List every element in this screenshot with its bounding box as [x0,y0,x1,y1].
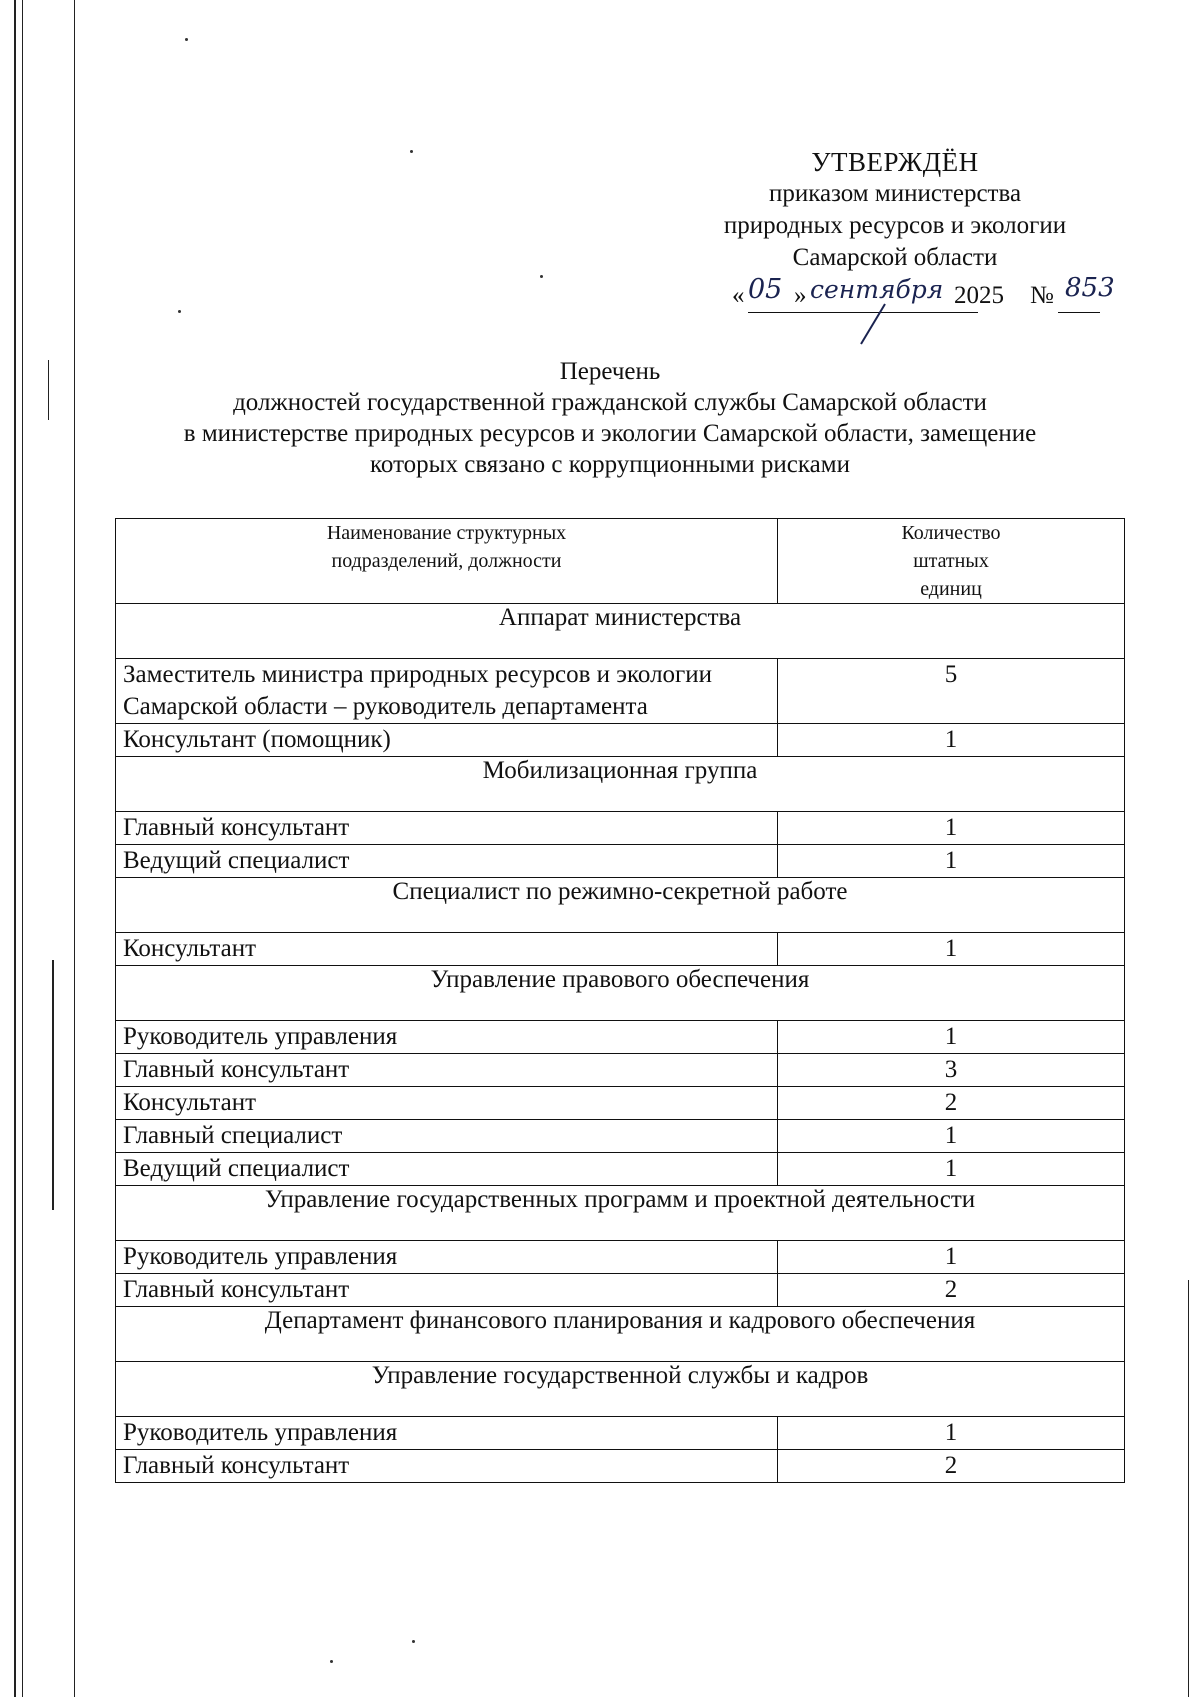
position-name: Главный консультант [116,1274,778,1307]
position-name: Консультант [116,1087,778,1120]
header-text: Наименование структурных [326,522,567,544]
position-count: 1 [778,1417,1125,1450]
position-count: 2 [778,1274,1125,1307]
scan-speck [540,275,543,278]
position-count: 1 [778,1153,1125,1186]
section-row [116,878,1125,933]
approval-stamp-block [690,146,1115,316]
header-count-cell [778,519,1125,604]
table-row [116,933,1125,966]
table-row [116,1450,1125,1483]
scan-speck [330,1660,333,1663]
scan-edge-mark [52,960,54,1210]
section-title: Управление правового обеспечения [116,966,1125,1021]
section-row [116,1307,1125,1362]
title-line: в министерстве природных ресурсов и экологии Самарской области, замещение [183,420,1037,447]
table-row [116,1054,1125,1087]
section-title: Аппарат министерства [116,604,1125,659]
scan-edge-line [1188,1280,1189,1697]
header-text: штатных [913,550,989,572]
section-row [116,604,1125,659]
position-name: Консультант (помощник) [116,724,778,757]
table-row [116,812,1125,845]
approval-line: приказом министерства [768,180,1022,207]
position-count: 1 [778,845,1125,878]
section-row [116,966,1125,1021]
title-line: Перечень [559,358,661,385]
positions-table [115,518,1125,1483]
section-row [116,1186,1125,1241]
number-sign: № [1030,282,1054,309]
section-row [116,1362,1125,1417]
title-line: которых связано с коррупционными рисками [370,451,850,478]
position-count: 1 [778,1241,1125,1274]
header-name-cell [116,519,778,604]
section-title: Управление государственных программ и проектной деятельности [116,1186,1125,1241]
position-name: Главный специалист [116,1120,778,1153]
scan-edge-line [74,0,75,1697]
section-title: Мобилизационная группа [116,757,1125,812]
header-text: единиц [920,578,982,600]
approval-heading: УТВЕРЖДЁН [811,147,979,177]
position-count: 3 [778,1054,1125,1087]
position-name: Руководитель управления [116,1021,778,1054]
table-row [116,1021,1125,1054]
position-count: 2 [778,1087,1125,1120]
scan-edge-mark [48,360,49,420]
scan-edge-line [22,0,23,1697]
pen-stroke-mark [855,300,895,350]
section-title: Департамент финансового планирования и кадрового обеспечения [116,1307,1125,1362]
position-name: Главный консультант [116,1054,778,1087]
table-header-row [116,519,1125,604]
header-text: подразделений, должности [331,550,562,572]
position-count: 5 [778,659,1125,724]
position-name: Руководитель управления [116,1241,778,1274]
table-row [116,1153,1125,1186]
position-count: 1 [778,933,1125,966]
table-row [116,1241,1125,1274]
approval-year: 2025 [954,282,1004,309]
approval-line: Самарской области [792,244,998,271]
scan-speck [178,310,181,313]
position-name: Ведущий специалист [116,1153,778,1186]
scan-edge-line [14,0,16,1697]
position-name: Главный консультант [116,1450,778,1483]
quote-open: « [732,282,745,309]
position-count: 1 [778,1120,1125,1153]
table-row [116,724,1125,757]
position-count: 1 [778,724,1125,757]
handwritten-day: 05 [748,274,783,305]
section-row [116,757,1125,812]
position-name: Заместитель министра природных ресурсов и экологии Самарской области – руководитель департамента [116,659,778,724]
approval-line: природных ресурсов и экологии [723,212,1067,239]
document-title [110,356,1110,480]
position-name: Ведущий специалист [116,845,778,878]
quote-close: » [794,282,807,309]
scan-speck [410,150,413,153]
position-name: Главный консультант [116,812,778,845]
table-row [116,845,1125,878]
table-row [116,1274,1125,1307]
title-line: должностей государственной гражданской службы Самарской области [233,389,987,416]
position-name: Руководитель управления [116,1417,778,1450]
position-count: 1 [778,1021,1125,1054]
table-row [116,1087,1125,1120]
header-text: Количество [901,522,1001,544]
position-count: 1 [778,812,1125,845]
table-row [116,1417,1125,1450]
position-name: Консультант [116,933,778,966]
section-title: Управление государственной службы и кадров [116,1362,1125,1417]
handwritten-doc-number: 853 [1065,273,1115,303]
table-row [116,659,1125,724]
section-title: Специалист по режимно-секретной работе [116,878,1125,933]
scan-speck [185,38,188,41]
approval-date-line [690,273,1115,316]
number-underline [1058,312,1100,313]
scan-speck [412,1640,415,1643]
table-row [116,1120,1125,1153]
handwritten-month: сентября [810,275,944,304]
position-count: 2 [778,1450,1125,1483]
